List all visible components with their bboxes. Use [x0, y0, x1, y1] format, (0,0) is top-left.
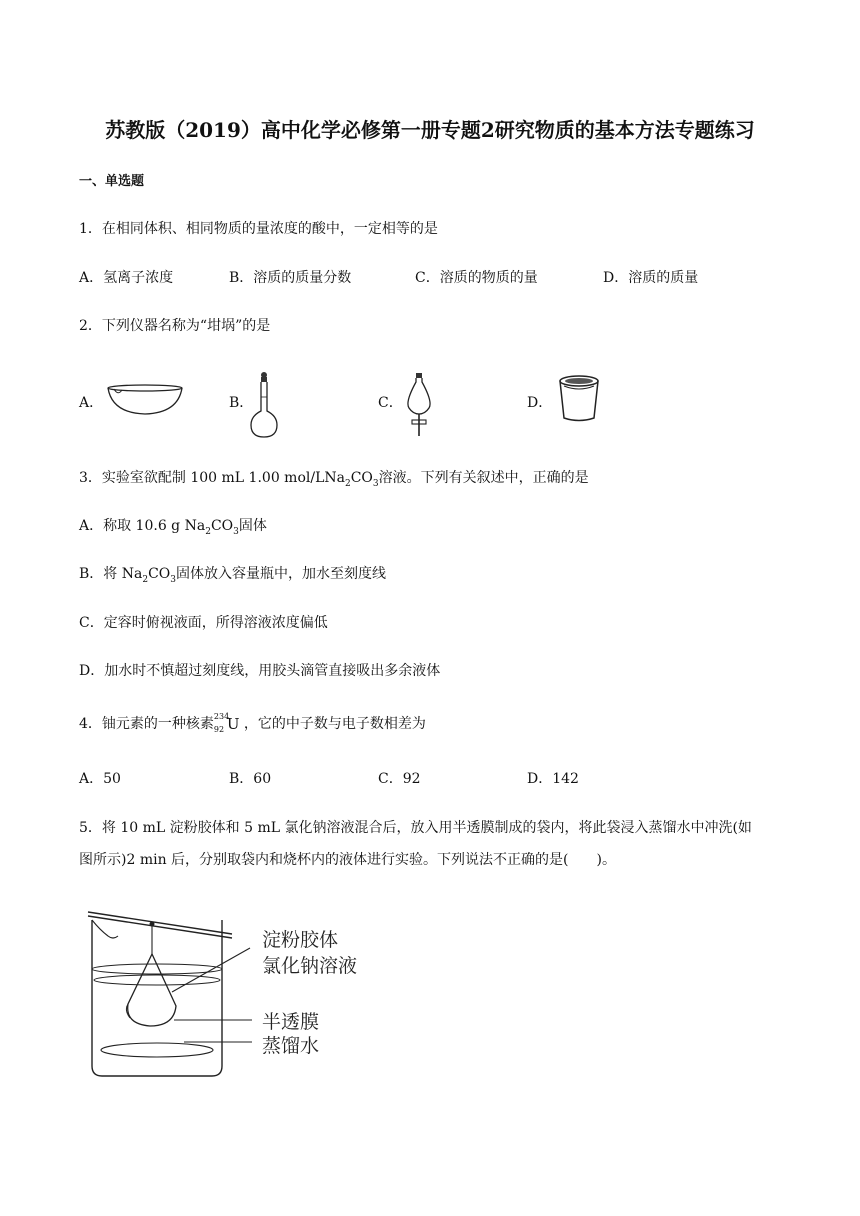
- q3-option-b: B．将 $Na_2CO_3$固体放入容量瓶中，加水至刻度线: [79, 566, 387, 585]
- semipermeable-bag-icon: [126, 926, 176, 1026]
- section-heading: 一、单选题: [79, 174, 145, 189]
- question-5-stem-line1: 5．将 10 mL 淀粉胶体和 5 mL 氯化钠溶液混合后，放入用半透膜制成的袋内，将此袋浸入蒸馏水中冲洗(如: [79, 820, 752, 836]
- question-5-stem-line2: 图所示)2 min 后，分别取袋内和烧杯内的液体进行实验。下列说法不正确的是( )。: [79, 852, 616, 868]
- q2-option-c: C．: [378, 395, 403, 411]
- label-nacl-solution: 氯化钠溶液: [262, 955, 358, 977]
- q2-option-a: A．: [79, 395, 104, 411]
- q3-option-c: C．定容时俯视液面，所得溶液浓度偏低: [79, 615, 328, 631]
- question-3-stem: 3．实验室欲配制 100 mL 1.00 mol/$LNa_2CO_3$溶液。下列有关叙述中，正确的是: [79, 470, 589, 489]
- beaker-icon: [92, 920, 222, 1076]
- q3-option-d: D．加水时不慎超过刻度线，用胶头滴管直接吸出多余液体: [79, 663, 441, 679]
- q1-option-b: B．溶质的质量分数: [229, 270, 352, 286]
- q4-option-a: A．50: [79, 771, 121, 787]
- question-4-stem: 4．铀元素的一种核素 234 92 U ，它的中子数与电子数相差为: [79, 712, 426, 734]
- question-2-stem: 2．下列仪器名称为“坩埚”的是: [79, 318, 271, 334]
- page-title: 苏教版（2019）高中化学必修第一册专题2研究物质的基本方法专题练习: [105, 118, 755, 142]
- q1-option-c: C．溶质的物质的量: [415, 270, 538, 286]
- q3-option-a: A．称取 10.6 g $Na_2CO_3$固体: [79, 518, 267, 537]
- q4-option-c: C．92: [378, 771, 421, 787]
- q2-option-b: B．: [229, 395, 254, 411]
- q4-option-b: B．60: [229, 771, 272, 787]
- glass-rod-icon: [88, 912, 232, 938]
- label-semipermeable-membrane: 半透膜: [262, 1011, 320, 1033]
- dialysis-diagram: [80, 900, 380, 1090]
- nuclide-symbol: 234 92 U: [213, 712, 240, 734]
- q2-option-d: D．: [527, 395, 553, 411]
- q1-option-d: D．溶质的质量: [603, 270, 699, 286]
- crucible-icon: [556, 374, 602, 424]
- evaporating-dish-icon: [104, 383, 186, 417]
- label-starch-colloid: 淀粉胶体: [262, 929, 339, 951]
- volumetric-flask-icon: [248, 371, 280, 439]
- separatory-funnel-icon: [401, 372, 437, 438]
- label-distilled-water: 蒸馏水: [262, 1035, 320, 1057]
- q4-option-d: D．142: [527, 771, 579, 787]
- leader-line-starch: [172, 948, 250, 992]
- q1-option-a: A．氢离子浓度: [79, 270, 174, 286]
- question-1-stem: 1．在相同体积、相同物质的量浓度的酸中，一定相等的是: [79, 221, 438, 237]
